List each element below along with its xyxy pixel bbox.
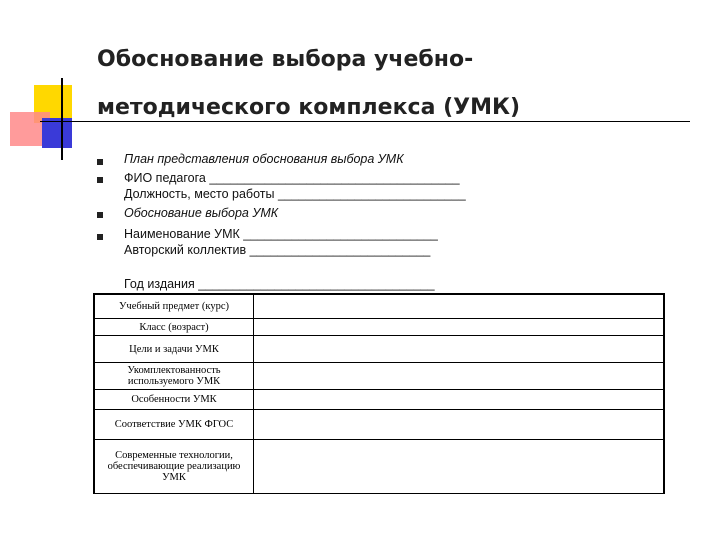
- slide-title-line-1: Обоснование выбора учебно-: [97, 47, 474, 72]
- table-row: [95, 390, 664, 410]
- list-item-authors: Авторский коллектив __________________________: [124, 243, 431, 257]
- table-row-value: [254, 410, 664, 440]
- decor-horizontal-line: [40, 121, 690, 122]
- decor-blue-square: [42, 118, 72, 148]
- table-row-value: [254, 336, 664, 363]
- list-item-rationale: Обоснование выбора УМК: [124, 206, 279, 220]
- table-row-label: Класс (возраст): [95, 319, 254, 336]
- list-item-fio: ФИО педагога ____________________________________: [124, 171, 460, 185]
- decor-vertical-line: [61, 78, 63, 160]
- bullet-icon: [97, 234, 103, 240]
- slide-title-line-2: методического комплекса (УМК): [97, 95, 521, 120]
- umk-table: [93, 293, 665, 494]
- table-row-value: [254, 390, 664, 410]
- table-row-value: [254, 319, 664, 336]
- table-row-label: Особенности УМК: [95, 390, 254, 410]
- table-row-value: [254, 295, 664, 319]
- table-row: [95, 319, 664, 336]
- table-row-label: Соответствие УМК ФГОС: [95, 410, 254, 440]
- table-row: [95, 410, 664, 440]
- table-row-value: [254, 363, 664, 390]
- list-item-umk-name: Наименование УМК ____________________________: [124, 227, 438, 241]
- table-row-label: Учебный предмет (курс): [95, 295, 254, 319]
- bullet-icon: [97, 159, 103, 165]
- table-row-label: Укомплектованность используемого УМК: [95, 363, 254, 390]
- table-row-value: [254, 440, 664, 494]
- table-row: [95, 363, 664, 390]
- list-item-plan: План представления обоснования выбора УМК: [124, 152, 404, 166]
- bullet-icon: [97, 177, 103, 183]
- list-item-year: Год издания __________________________________: [124, 277, 435, 291]
- table-row: [95, 440, 664, 494]
- table-row-label: Цели и задачи УМК: [95, 336, 254, 363]
- bullet-icon: [97, 212, 103, 218]
- table-row-label: Современные технологии, обеспечивающие реализацию УМК: [95, 440, 254, 494]
- list-item-position: Должность, место работы ___________________________: [124, 187, 466, 201]
- table-row: [95, 336, 664, 363]
- table-row: [95, 295, 664, 319]
